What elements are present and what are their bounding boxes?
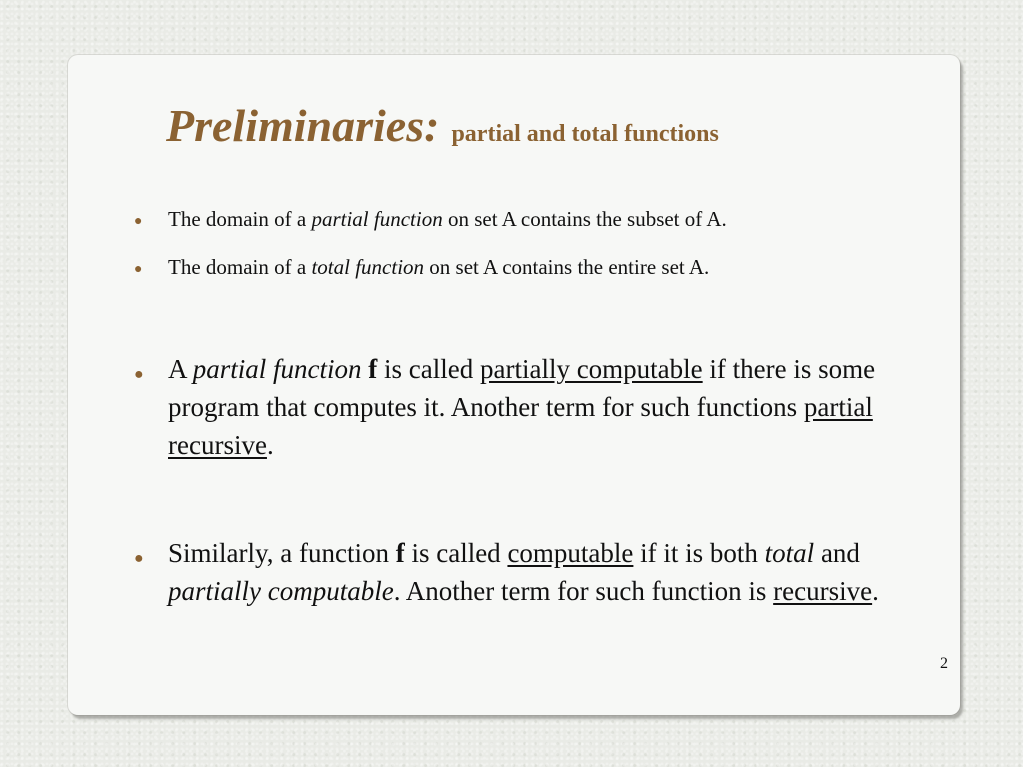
text-run: . Another term for such function is — [393, 576, 774, 606]
bullet-dot: ● — [134, 214, 143, 229]
text-run: . — [266, 430, 274, 460]
bullet-text — [118, 534, 938, 610]
bullet-text — [118, 253, 938, 281]
text-run: The domain of a — [168, 207, 312, 231]
function-symbol: f — [395, 538, 405, 568]
function-symbol: f — [368, 354, 378, 384]
bullet-text — [118, 205, 938, 233]
text-run: and — [814, 538, 860, 568]
text-run: is called — [404, 538, 508, 568]
slide-title — [166, 99, 886, 152]
emphasis-term: partial function — [192, 354, 362, 384]
bullet-computable — [118, 534, 938, 610]
bullet-dot: ● — [134, 550, 144, 567]
text-run: . — [872, 576, 879, 606]
emphasis-term: partially computable — [168, 576, 394, 606]
underlined-term: computable — [507, 538, 634, 568]
bullet-dot: ● — [134, 366, 144, 383]
emphasis-term: total — [764, 538, 815, 568]
underlined-term: partially computable — [479, 354, 703, 384]
slide — [68, 55, 960, 715]
title-main: Preliminaries: — [166, 100, 440, 151]
text-run: if it is both — [633, 538, 765, 568]
bullet-partial-domain — [118, 205, 938, 233]
bullet-text — [118, 350, 938, 464]
emphasis-term: total function — [311, 255, 425, 279]
title-subtitle: partial and total functions — [451, 121, 719, 147]
page-number: 2 — [940, 655, 948, 672]
bullet-dot: ● — [134, 262, 143, 277]
underlined-term: partial recursive — [168, 392, 873, 460]
text-run: A — [168, 354, 193, 384]
bullet-partially-computable — [118, 350, 938, 464]
text-run: if there is some program that computes it. Another term for such functions — [168, 354, 876, 422]
underlined-term: recursive — [773, 576, 873, 606]
emphasis-term: partial function — [311, 207, 443, 231]
text-run: on set A contains the entire set A. — [424, 255, 710, 279]
text-run: The domain of a — [168, 255, 312, 279]
text-run: on set A contains the subset of A. — [442, 207, 727, 231]
bullet-total-domain — [118, 253, 938, 281]
text-run: is called — [377, 354, 480, 384]
text-run: Similarly, a function — [168, 538, 396, 568]
